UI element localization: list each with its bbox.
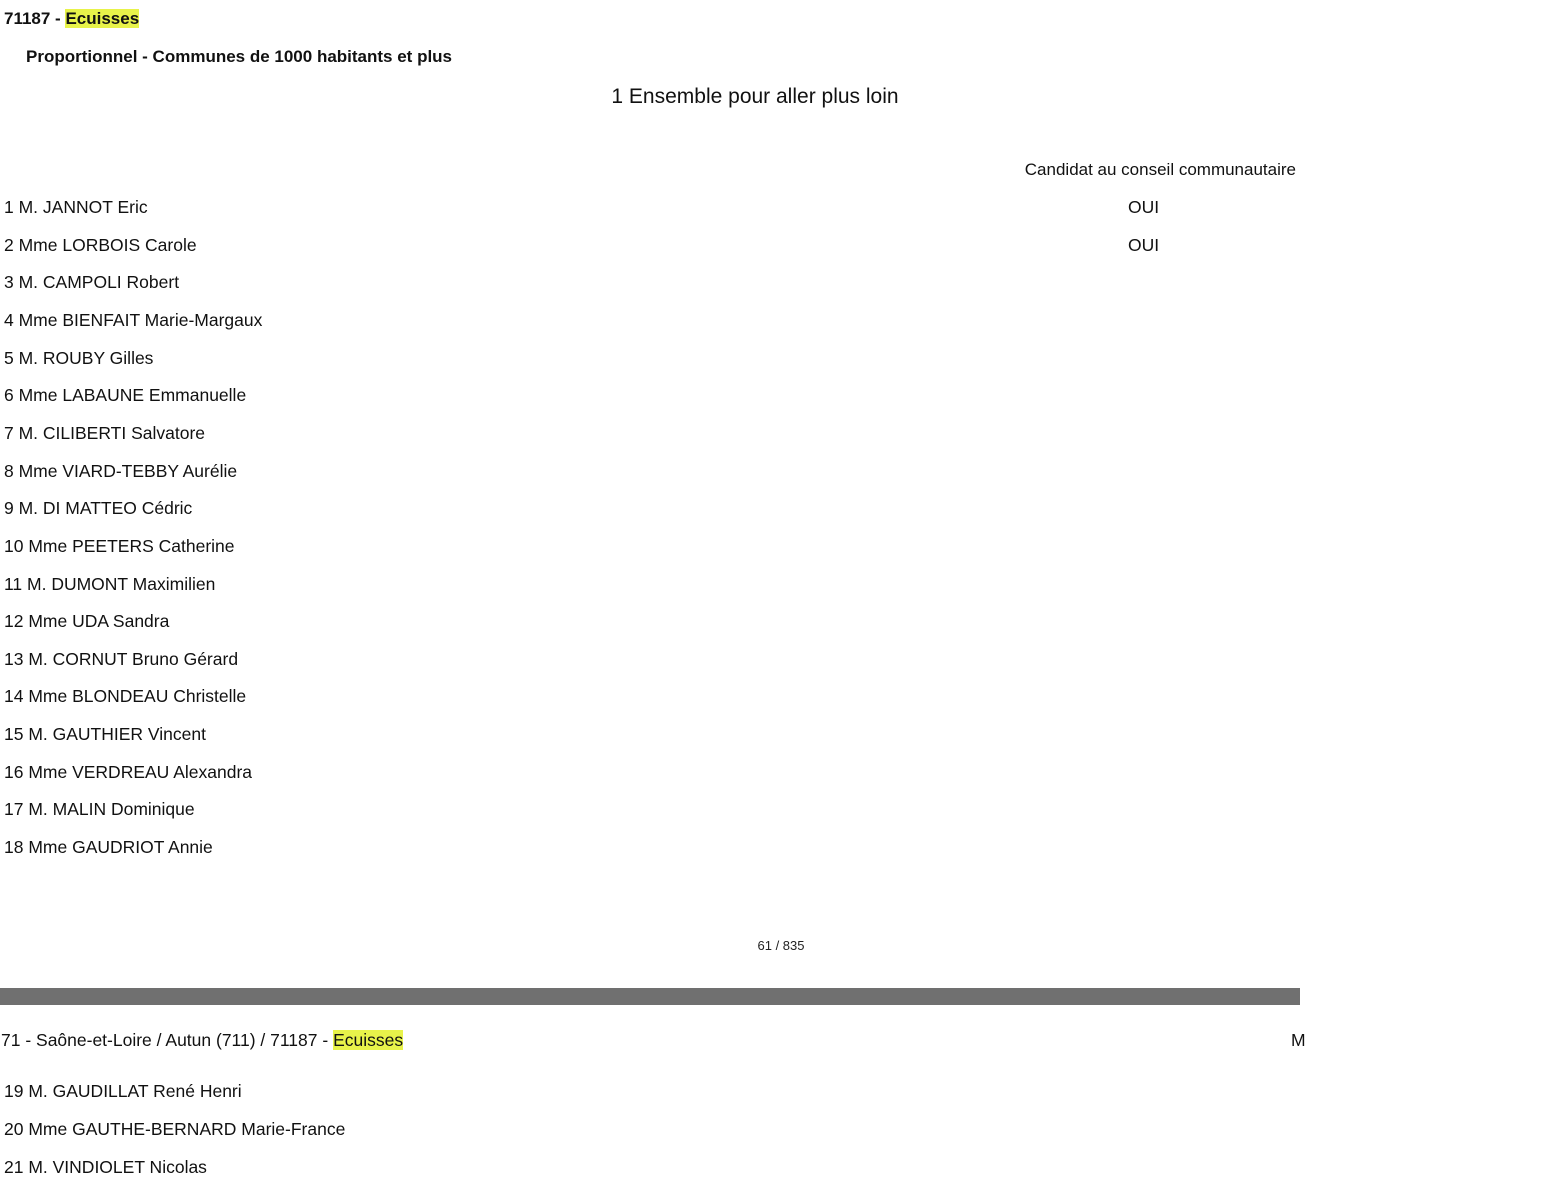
candidate-row xyxy=(4,270,1294,294)
breadcrumb-path: 71 - Saône-et-Loire / Autun (711) / 71187 - xyxy=(1,1030,334,1050)
candidate-name: 16 Mme VERDREAU Alexandra xyxy=(4,761,253,782)
candidate-name: 21 M. VINDIOLET Nicolas xyxy=(4,1157,207,1177)
candidate-name: 2 Mme LORBOIS Carole xyxy=(4,234,197,255)
candidate-name: 17 M. MALIN Dominique xyxy=(4,799,195,820)
candidate-name: 7 M. CILIBERTI Salvatore xyxy=(4,422,206,443)
breadcrumb-commune-highlight: Ecuisses xyxy=(333,1030,404,1050)
page-number: 61 / 835 xyxy=(757,938,805,953)
candidate-row xyxy=(4,1155,1294,1179)
conseil-communautaire-value: OUI xyxy=(1128,197,1160,217)
candidate-row xyxy=(4,609,1294,633)
candidate-row xyxy=(4,459,1294,483)
breadcrumb xyxy=(1,1028,403,1052)
candidate-row xyxy=(4,534,1294,558)
candidate-row xyxy=(4,1117,1294,1141)
candidate-row xyxy=(4,1079,1294,1103)
candidate-row xyxy=(4,684,1294,708)
candidate-name: 4 Mme BIENFAIT Marie-Margaux xyxy=(4,309,263,330)
document-page-62 xyxy=(0,1005,1306,1185)
candidate-name: 19 M. GAUDILLAT René Henri xyxy=(4,1081,242,1101)
candidate-name: 10 Mme PEETERS Catherine xyxy=(4,535,235,556)
candidate-name: 9 M. DI MATTEO Cédric xyxy=(4,498,193,519)
candidate-name: 8 Mme VIARD-TEBBY Aurélie xyxy=(4,460,238,481)
candidate-name: 18 Mme GAUDRIOT Annie xyxy=(4,837,213,858)
candidate-row xyxy=(4,346,1294,370)
candidate-row xyxy=(4,722,1294,746)
page-separator xyxy=(0,988,1300,1005)
candidate-name: 13 M. CORNUT Bruno Gérard xyxy=(4,648,239,669)
candidate-name: 12 Mme UDA Sandra xyxy=(4,611,170,632)
candidate-row xyxy=(4,760,1294,784)
conseil-communautaire-value: OUI xyxy=(1128,234,1160,255)
candidate-row xyxy=(4,383,1294,407)
candidate-row xyxy=(4,835,1294,859)
candidate-row xyxy=(4,572,1294,596)
commune-code: 71187 - xyxy=(4,9,66,28)
candidate-row xyxy=(4,797,1294,821)
candidate-row xyxy=(4,647,1294,671)
candidate-name: 14 Mme BLONDEAU Christelle xyxy=(4,686,247,707)
candidate-name: 11 M. DUMONT Maximilien xyxy=(4,573,216,594)
candidate-row xyxy=(4,421,1294,445)
candidate-name: 1 M. JANNOT Eric xyxy=(4,197,148,217)
candidate-name: 6 Mme LABAUNE Emmanuelle xyxy=(4,385,247,406)
candidate-row xyxy=(4,233,1294,257)
cut-off-header-text: M xyxy=(1291,1030,1306,1050)
candidate-row xyxy=(4,496,1294,520)
candidate-row xyxy=(4,195,1294,219)
column-header-conseil-communautaire: Candidat au conseil communautaire xyxy=(1024,160,1296,179)
candidate-name: 15 M. GAUTHIER Vincent xyxy=(4,724,206,745)
list-title: 1 Ensemble pour aller plus loin xyxy=(611,85,899,108)
commune-name-highlight: Ecuisses xyxy=(65,9,140,28)
commune-header xyxy=(4,8,139,30)
candidate-name: 3 M. CAMPOLI Robert xyxy=(4,272,180,293)
candidate-row xyxy=(4,308,1294,332)
scrutin-type: Proportionnel - Communes de 1000 habitants et plus xyxy=(26,47,453,66)
candidate-name: 20 Mme GAUTHE-BERNARD Marie-France xyxy=(4,1119,346,1139)
candidate-name: 5 M. ROUBY Gilles xyxy=(4,347,154,368)
